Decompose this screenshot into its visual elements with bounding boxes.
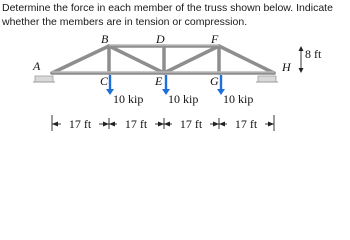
span-label-1: 17 ft xyxy=(68,117,92,131)
joint-label-h: H xyxy=(282,60,291,74)
span-label-3: 17 ft xyxy=(179,117,203,131)
joint-label-b: B xyxy=(101,32,109,46)
problem-statement: Determine the force in each member of the truss shown below. Indicate whether the members are in tension or compression. xyxy=(2,2,333,28)
joint-label-g: G xyxy=(210,74,219,88)
support-a xyxy=(33,76,55,82)
height-dim-arrow-bottom xyxy=(299,68,304,73)
joint-label-a: A xyxy=(33,59,41,73)
joint-label-e: E xyxy=(155,74,163,88)
joint-label-c: C xyxy=(100,74,109,88)
load-label-g: 10 kip xyxy=(223,92,254,106)
support-a-body xyxy=(35,76,53,82)
load-label-e: 10 kip xyxy=(168,92,199,106)
span-2-arrow-left xyxy=(109,122,115,127)
span-3-arrow-left xyxy=(164,122,170,127)
span-4-arrow-left xyxy=(219,122,225,127)
truss-members xyxy=(52,46,274,73)
height-dim-arrow-top xyxy=(299,46,304,51)
joint-label-f: F xyxy=(211,32,219,46)
member-eh-diag xyxy=(164,46,219,73)
load-label-c: 10 kip xyxy=(113,92,144,106)
span-label-2: 17 ft xyxy=(124,117,148,131)
span-4-arrow-right xyxy=(268,122,274,127)
span-2-arrow-right xyxy=(158,122,164,127)
span-label-4: 17 ft xyxy=(234,117,258,131)
span-1-arrow-left xyxy=(52,122,58,127)
member-be xyxy=(109,46,164,73)
member-ab xyxy=(52,46,109,73)
joint-label-d: D xyxy=(156,32,165,46)
height-dimension xyxy=(299,46,304,73)
member-fh xyxy=(219,46,274,73)
support-h xyxy=(256,76,278,82)
support-h-body xyxy=(258,76,276,82)
span-3-arrow-right xyxy=(213,122,219,127)
height-dim-label: 8 ft xyxy=(305,47,322,61)
span-1-arrow-right xyxy=(103,122,109,127)
